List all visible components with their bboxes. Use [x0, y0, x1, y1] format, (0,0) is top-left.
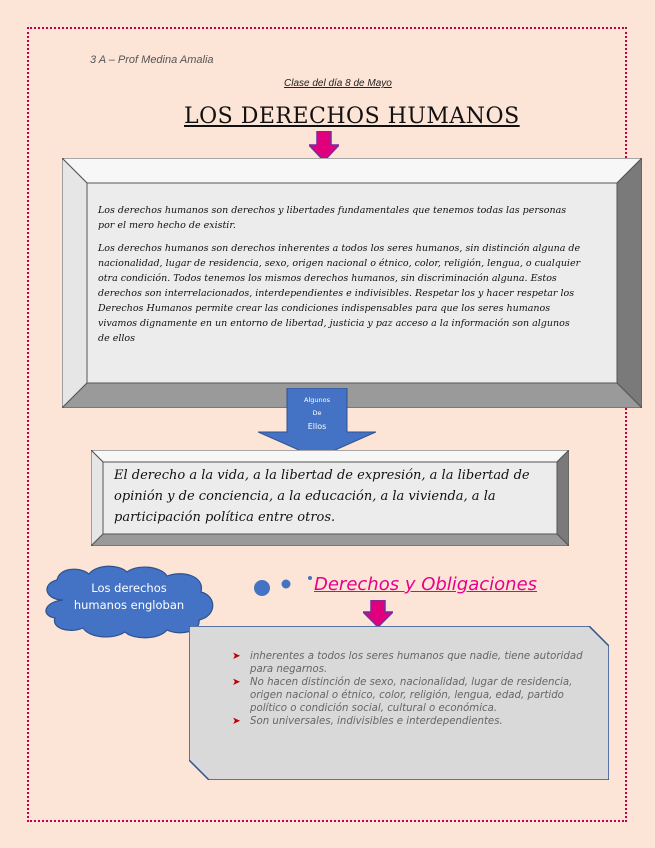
link-down-arrow-icon	[363, 600, 393, 628]
list-item-text: inherentes a todos los seres humanos que nadie, tiene autoridad para negarnos.	[250, 651, 583, 675]
derechos-obligaciones-link[interactable]: Derechos y Obligaciones	[314, 574, 538, 595]
list-item	[232, 715, 592, 728]
list-item-text: No hacen distinción de sexo, nacionalidad, lugar de residencia, origen nacional o étnico, color, religión, lengua, edad, partido político o condición social, cultural o económica.	[250, 677, 573, 714]
class-date: Clase del día 8 de Mayo	[284, 78, 392, 89]
list-item	[232, 676, 592, 715]
page-title: LOS DERECHOS HUMANOS	[184, 104, 520, 129]
bullet-arrow-icon: ➤	[232, 651, 241, 662]
intro-paragraph-2: Los derechos humanos son derechos inherentes a todos los seres humanos, sin distinción alguna de nacionalidad, lugar de residencia, sexo, origen nacional o étnico, color, religión, lengua, o cualquier otra condición. Todos tenemos los mismos derechos humanos, sin discriminación alguna. Estos derechos son interrelacionados, interdependientes e indivisibles. Respetar los y hacer respetar los Derechos Humanos permite crear las condiciones indispensables para que los seres humanos vivamos dignamente en un entorno de libertad, justicia y paz acceso a la información son algunos de ellos	[98, 243, 581, 344]
course-teacher-line: 3 A – Prof Medina Amalia	[90, 54, 214, 66]
callout-line-3: Ellos	[307, 422, 327, 431]
list-item	[232, 650, 592, 676]
intro-paragraph-1: Los derechos humanos son derechos y libertades fundamentales que tenemos todas las personas por el mero hecho de existir.	[98, 205, 567, 231]
cloud-text: Los derechos humanos engloban	[73, 581, 185, 612]
thought-dots	[252, 574, 316, 598]
callout-text	[292, 394, 342, 433]
callout-line-2: De	[312, 409, 322, 417]
bullet-arrow-icon: ➤	[232, 677, 241, 688]
bullet-arrow-icon: ➤	[232, 716, 241, 727]
list-item-text: Son universales, indivisibles e interdependientes.	[250, 716, 503, 727]
properties-list	[232, 650, 592, 728]
callout-line-1: Algunos	[304, 396, 330, 404]
examples-text: El derecho a la vida, a la libertad de expresión, a la libertad de opinión y de conciencia, a la educación, a la vivienda, a la participación política entre otros.	[114, 468, 530, 525]
